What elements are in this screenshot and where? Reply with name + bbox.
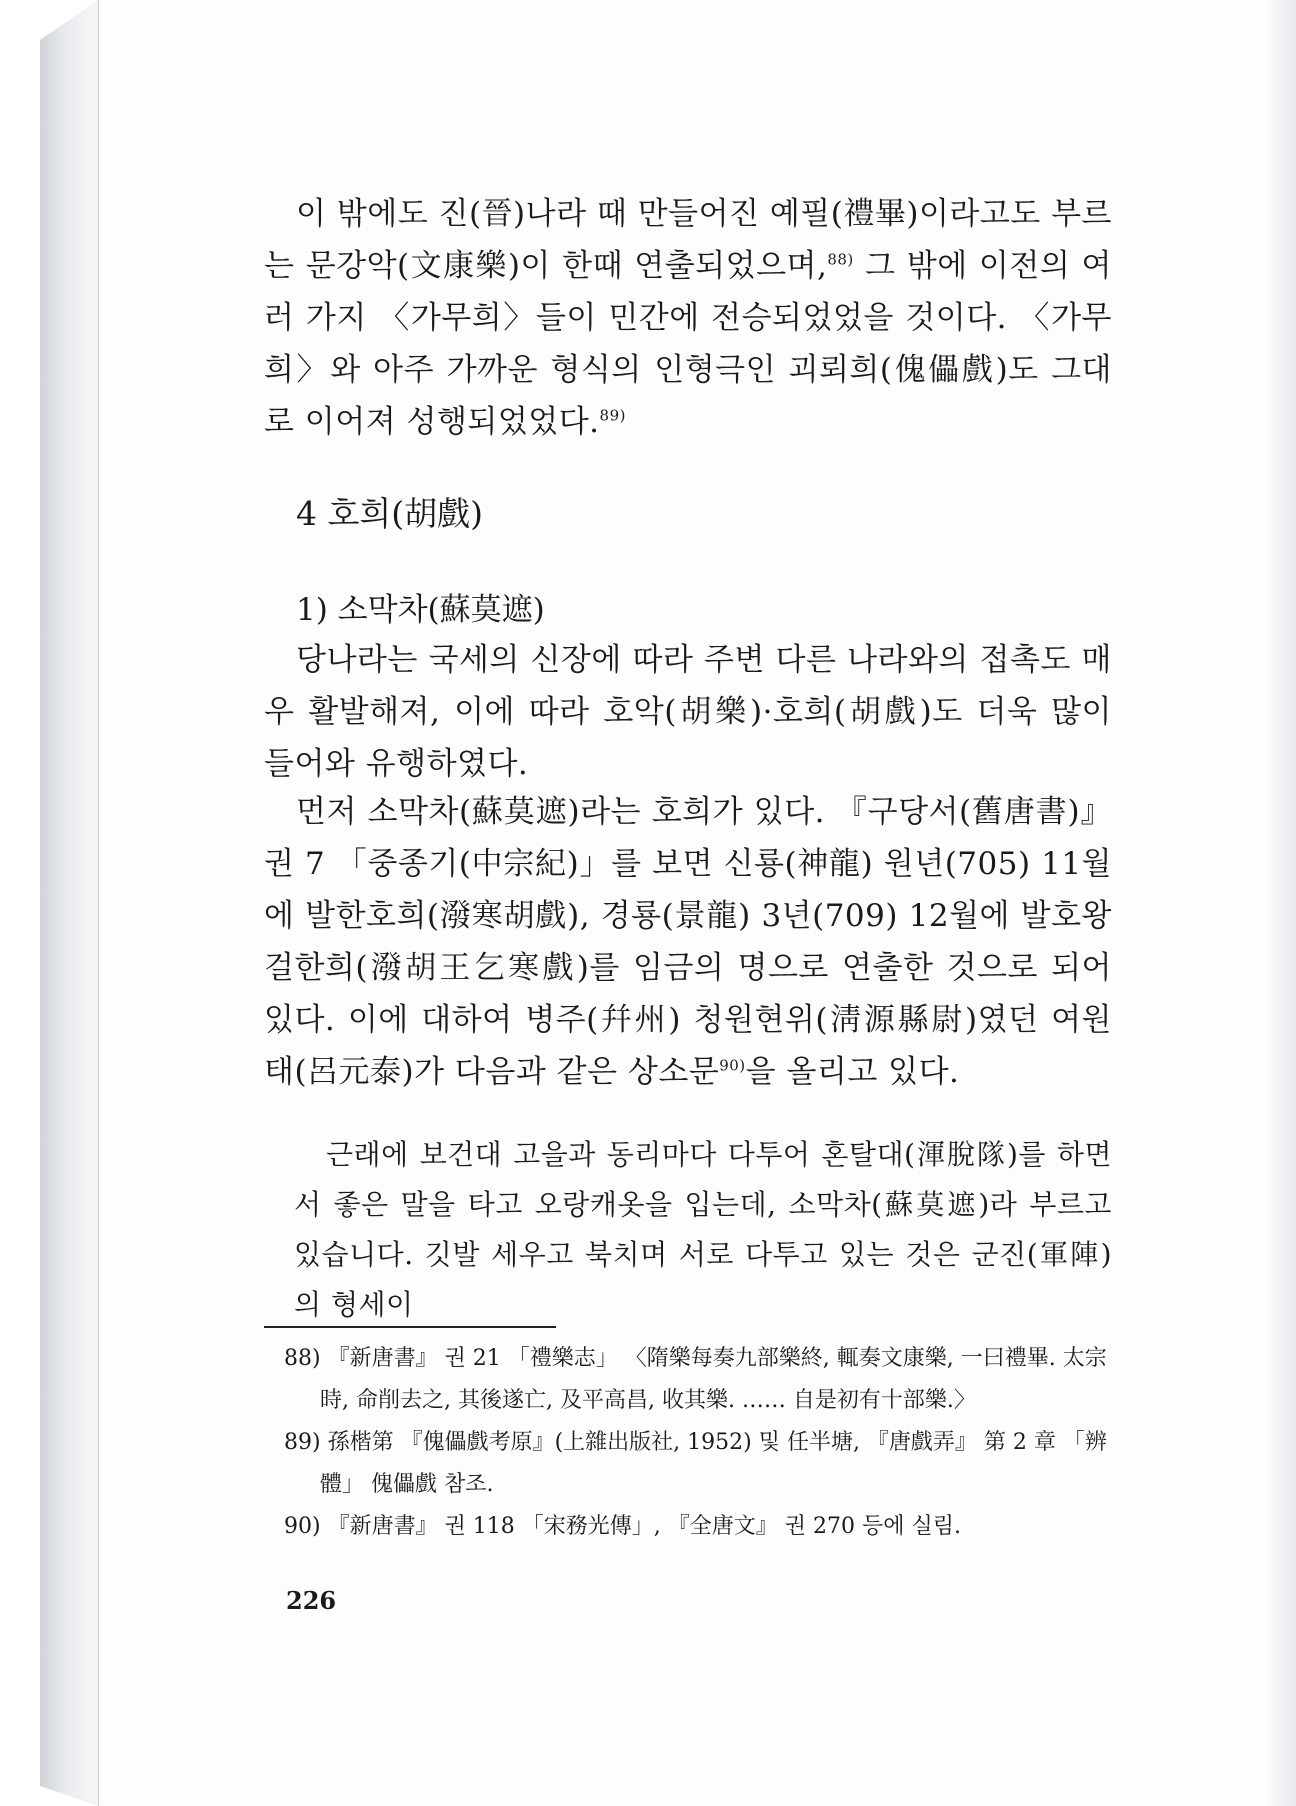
footnotes [284,1338,1114,1548]
body-paragraph-2: 당나라는 국세의 신장에 따라 주변 다른 나라와의 접촉도 매우 활발해져, 이에 따라 호악(胡樂)·호희(胡戲)도 더욱 많이 들어와 유행하였다. [264,642,1112,782]
footnote-ref-89: 89) [599,406,626,425]
footnote-ref-90: 90) [719,1056,746,1075]
page-number: 226 [286,1586,337,1615]
book-spine-edge [40,0,98,1806]
paragraph-text: 이 밖에도 진(晉)나라 때 만들어진 예필(禮畢)이라고도 부르는 문강악(文康樂)이 한때 연출되었으며, [264,196,1112,284]
page-right-shadow [1260,0,1296,1806]
body-paragraph-1 [264,188,1112,448]
footnote-ref-88: 88) [827,250,854,269]
footnote-88: 88) 『新唐書』 권 21 「禮樂志」 〈隋樂每奏九部樂終, 輒奏文康樂, 一曰禮畢. 太宗時, 命削去之, 其後遂亡, 及平高昌, 收其樂. …… 自是初有十部樂.〉 [284,1346,1107,1413]
book-edge-top-bevel [40,0,98,40]
book-edge-bottom-bevel [40,1786,98,1806]
paragraph-text-end: 을 올리고 있다. [745,1054,960,1090]
footnote-89: 89) 孫楷第 『傀儡戲考原』(上雜出版社, 1952) 및 任半塘, 『唐戲弄』 第 2 章 「辨體」 傀儡戲 참조. [284,1430,1107,1497]
paragraph-text-cont: 그 밖에 이전의 여러 가지 〈가무희〉들이 민간에 전승되었었을 것이다. 〈가무희〉와 아주 가까운 형식의 인형극인 괴뢰희(傀儡戲)도 그대로 이어져 성행되었었다. [264,248,1112,440]
footnote-divider [264,1326,556,1328]
subsection-heading: 1) 소막차(蘇莫遮) [296,592,545,628]
block-quote: 근래에 보건대 고을과 동리마다 다투어 혼탈대(渾脫隊)를 하면서 좋은 말을 타고 오랑캐옷을 입는데, 소막차(蘇莫遮)라 부르고 있습니다. 깃발 세우고 북치며 서로 다투고 있는 것은 군진(軍陣)의 형세이 [294,1138,1112,1321]
footnote-90: 90) 『新唐書』 권 118 「宋務光傳」, 『全唐文』 권 270 등에 실림. [284,1514,961,1539]
paragraph-text: 먼저 소막차(蘇莫遮)라는 호희가 있다. 『구당서(舊唐書)』 권 7 「중종기(中宗紀)」를 보면 신룡(神龍) 원년(705) 11월에 발한호희(潑寒胡戲), 경룡(景龍) 3년(709) 12월에 발호왕걸한희(潑胡王乞寒戲)를 임금의 명으로 연출한 것으로 되어 있다. 이에 대하여 병주(幷州) 청원현위(淸源縣尉)였던 여원태(呂元泰)가 다음과 같은 상소문 [264,794,1112,1090]
section-heading: 4 호희(胡戲) [296,494,483,533]
body-paragraph-3 [264,786,1112,1098]
